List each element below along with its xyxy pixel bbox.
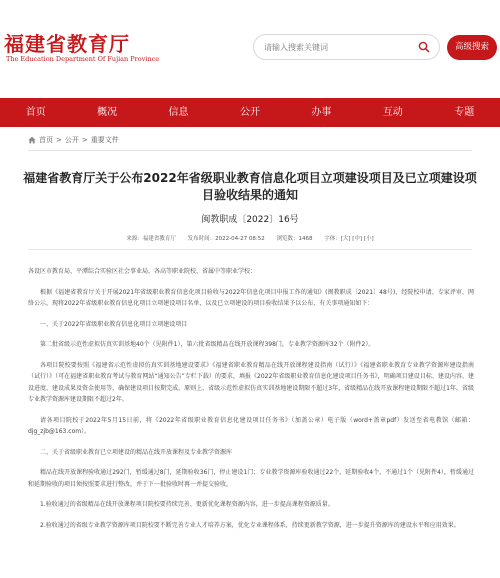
paragraph: 各项目院校要按照《福建省示范性虚拟仿真实训基地建设要求》《福建省职业教育精品在线开放课程建设指南（试行）》《福建省职业教育专业教学资源库建设指南（试行）》（可在福建省职业教育考试与教育网站“通知公告”专栏下载）的要求，填报《2022年省级职业教育信息化建设项目任务书》，明确项目建设目标、建设内容、建设进度、建设成果及资金使用等，确保建设项目按期完成。原则上，省级示范性虚拟仿真实训基地建设期限不超过3年，省级精品在线开放课程建设期限不超过1年，省级专业教学资源库建设期限不超过2年。: [28, 361, 474, 403]
breadcrumb: [28, 135, 122, 145]
meta-date: 发布时间：2022-04-27 08:52: [187, 236, 265, 242]
breadcrumb-important-docs[interactable]: 重要文件: [90, 136, 119, 144]
breadcrumb-separator: >: [81, 136, 88, 144]
meta-source: 来源：福建省教育厅: [126, 236, 176, 242]
search-input[interactable]: [264, 37, 414, 57]
meta-font-size[interactable]: 字体：[大] [中] [小]: [324, 236, 374, 242]
nav-item-services[interactable]: 办事: [311, 107, 332, 118]
paragraph: 请各项目院校于2022年5月15日前，将《2022年省级职业教育信息化建设项目任务书》（加盖公章）电子版（word+盖章pdf）发送至省电教馆（邮箱：djg_zjb@163.com）。: [28, 416, 474, 435]
advanced-search-button[interactable]: 高级搜索: [447, 35, 497, 60]
section-heading: 二、关于省级职业教育已立项建设的精品在线开放课程及专业教学资源库: [40, 448, 233, 456]
nav-item-topics[interactable]: 专题: [454, 107, 475, 118]
paragraph-salutation: 各设区市教育局、平潭综合实验区社会事业局，各高等职业院校、省属中等职业学校：: [28, 268, 257, 275]
paragraph: 第二批省级示范性虚拟仿真实训基地40个（见附件1），第六批省级精品在线开放课程398门，专业教学资源库32个（附件2）。: [40, 341, 375, 348]
nav-item-overview[interactable]: 概况: [97, 107, 118, 118]
breadcrumb-separator: >: [56, 136, 62, 144]
search-icon[interactable]: [418, 41, 430, 53]
paragraph: 精品在线开放课程验收通过292门，暂缓通过8门，延期验收36门，停止建设1门；专业教学资源库验收通过22个，延期验收4个，不通过1个（见附件4），暂缓通过和延期验收的项目须按照要求进行整改，并于下一批验收时再一并提交验收。: [28, 469, 474, 488]
site-logo-cn[interactable]: 福建省教育厅: [4, 32, 130, 56]
paragraph: 1.验收通过的省级精品在线开放课程项目院校要持续完善、更新优化课程资源内容，进一步提高课程资源质量。: [40, 501, 334, 508]
nav-item-public[interactable]: 公开: [239, 107, 260, 118]
meta-views: 浏览数：1468: [276, 236, 313, 242]
breadcrumb-home[interactable]: 首页: [39, 136, 53, 144]
home-icon: [28, 136, 36, 144]
article-body: [28, 266, 474, 540]
article-title: 福建省教育厅关于公布2022年省级职业教育信息化项目立项建设项目及已立项建设项目验收结果的通知: [23, 171, 477, 202]
main-nav: [0, 98, 500, 127]
nav-item-home[interactable]: 首页: [25, 107, 46, 118]
paragraph: 2.验收通过的省级专业教学资源库项目院校要不断完善专业人才培养方案，优化专业课程体系，持续更新教学资源，进一步提升资源库的建设水平和应用效果。: [40, 521, 460, 529]
section-heading: 一、关于2022年省级职业教育信息化项目立项建设项目: [40, 320, 188, 328]
divider: [28, 150, 472, 151]
document-number: 闽教职成〔2022〕16号: [201, 215, 299, 225]
breadcrumb-public[interactable]: 公开: [64, 136, 79, 144]
site-header: [0, 0, 500, 95]
search-box: [253, 34, 440, 60]
paragraph: 根据《福建省教育厅关于开展2021年省级职业教育信息化项目验收与2022年信息化项目申报工作的通知》(闽教职成〔2021〕48号)，经院校申请、专家评审、网络公示，现将2022年省级职业教育信息化项目立项建设项目名单，以及已立项建设的项目验收结果予以公布，有关事项通知如下：: [28, 288, 474, 307]
divider: [28, 249, 472, 250]
nav-item-interaction[interactable]: 互动: [382, 107, 403, 118]
article-meta: [0, 234, 500, 242]
site-logo-en: The Education Department Of Fujian Province: [6, 55, 160, 63]
nav-item-info[interactable]: 信息: [168, 107, 189, 118]
